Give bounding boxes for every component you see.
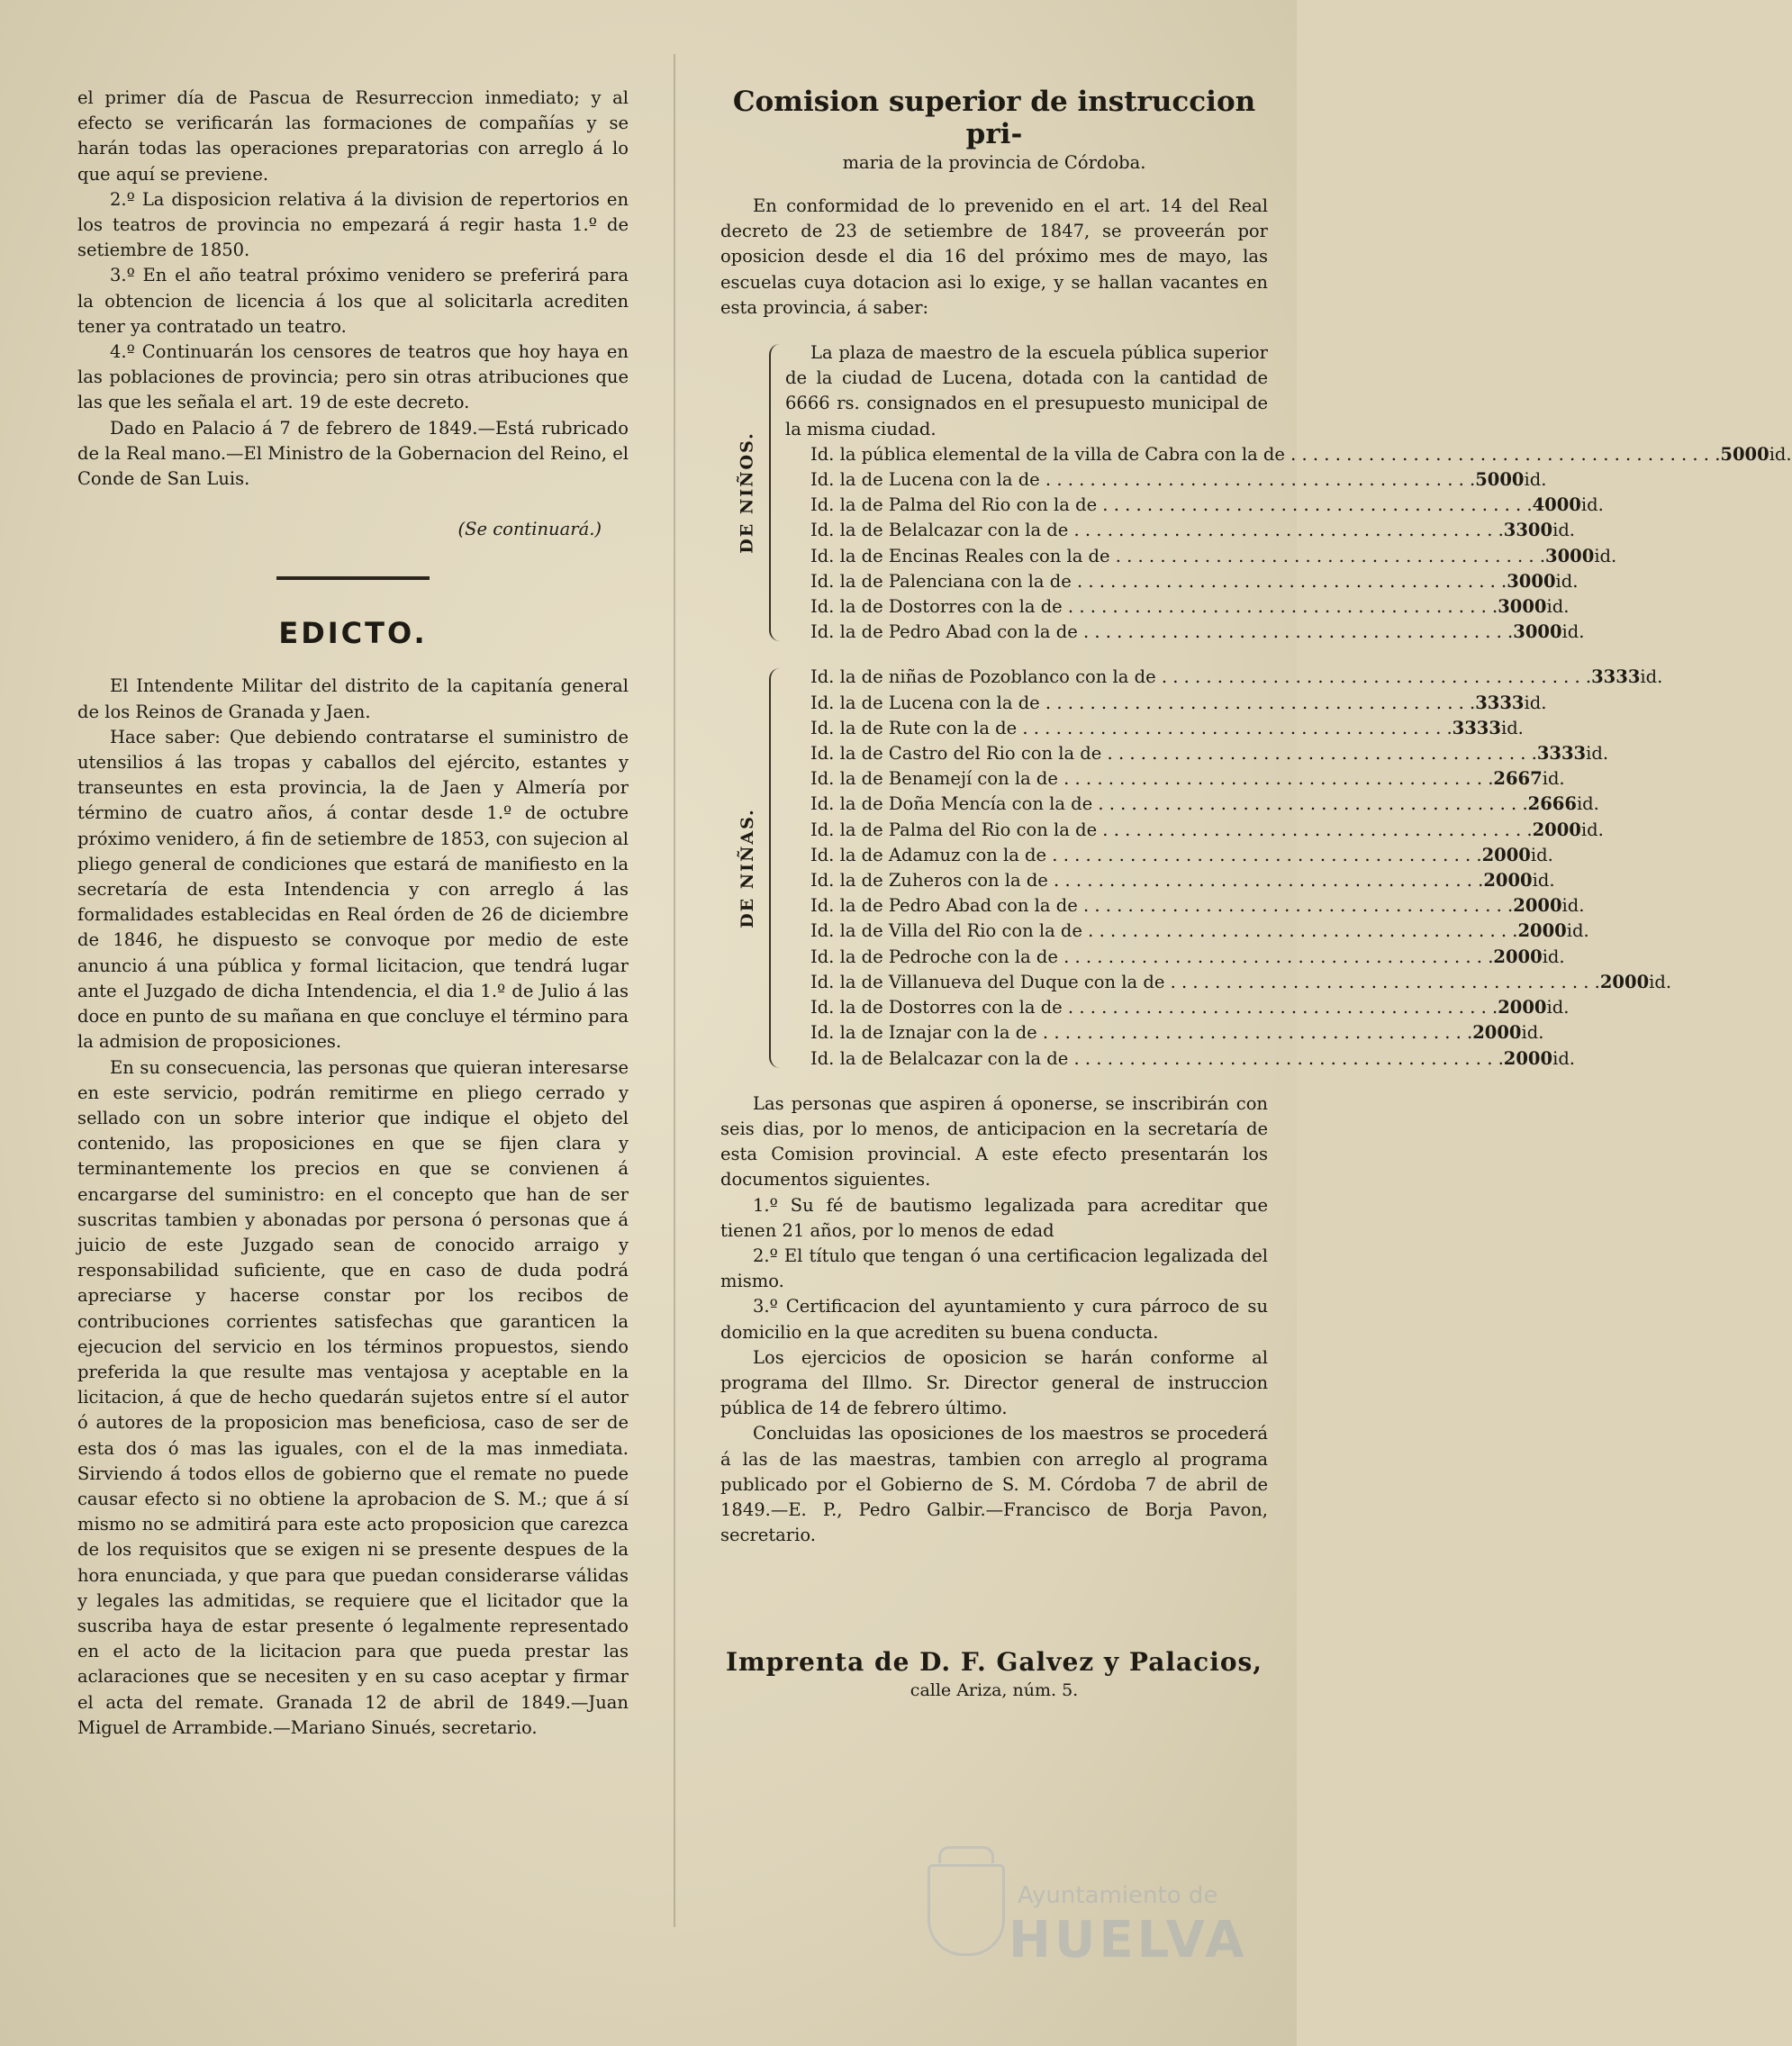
vacancy-unit: id. — [1594, 545, 1617, 566]
vacancy-amount: 3000 — [1498, 596, 1547, 618]
vacancy-row — [785, 919, 1589, 944]
vacancy-row — [785, 945, 1565, 970]
decree-article-4: 4.º Continuarán los censores de teatros que hoy haya en las poblaciones de provincia; pero sin otras atribuciones que las que les señala el art. 19 de este decreto. — [77, 341, 629, 413]
vacancy-label: Id. la de Castro del Rio con la de . . . — [810, 741, 1537, 766]
vacancy-amount: 2000 — [1599, 971, 1650, 992]
vacancy-unit: id. — [1769, 443, 1792, 465]
ninos-brace — [769, 344, 780, 641]
imprint-name: Imprenta de D. F. Galvez y Palacios, — [725, 1647, 1263, 1678]
vacancy-label: Id. la de Dostorres con la de . . . — [810, 995, 1498, 1020]
vacancy-amount: 3333 — [1452, 717, 1501, 738]
vacancy-row — [785, 970, 1672, 995]
comision-subtitle: maria de la provincia de Córdoba. — [842, 152, 1146, 173]
vacancy-unit: id. — [1542, 768, 1565, 790]
vacancy-row — [785, 792, 1599, 817]
vacancy-label: Id. la de Villa del Rio con la de . . . — [810, 919, 1517, 944]
vacancy-unit: id. — [1532, 870, 1555, 892]
edicto-title: EDICTO. — [278, 616, 428, 651]
vacancy-row — [785, 893, 1585, 919]
vacancy-label: Id. la de niñas de Pozoblanco con la de . . . — [810, 665, 1591, 690]
ninos-group — [738, 340, 1792, 645]
vacancy-row — [785, 995, 1570, 1020]
vacancy-row — [785, 569, 1579, 594]
vacancy-amount: 5000 — [1475, 469, 1525, 491]
vacancy-unit: id. — [1561, 895, 1585, 917]
edicto-heading-paragraph: El Intendente Militar del distrito de la capitanía general de los Reinos de Granada y Jaen. — [77, 675, 629, 722]
vacancy-amount: 2666 — [1527, 793, 1577, 815]
vacancy-amount: 3300 — [1503, 520, 1553, 541]
vacancy-row — [785, 868, 1555, 893]
vacancy-unit: id. — [1524, 692, 1547, 713]
requirement-1: 1.º Su fé de bautismo legalizada para acreditar que tienen 21 años, por lo menos de edad — [720, 1194, 1268, 1241]
vacancy-row — [785, 741, 1609, 766]
vacancy-label: Id. la de Belalcazar con la de . . . — [810, 1046, 1504, 1072]
vacancy-unit: id. — [1566, 920, 1589, 942]
vacancy-label: Id. la de Dostorres con la de . . . — [810, 594, 1498, 620]
shield-icon — [928, 1864, 1005, 1956]
ninas-label: DE NIÑAS. — [738, 808, 758, 928]
comision-intro: En conformidad de lo prevenido en el art. 14 del Real decreto de 23 de setiembre de 1847, se proveerán por oposicion desde el dia 16 del próximo mes de mayo, las escuelas cuya dotacion asi lo exige, y se hallan vacantes en esta provincia, á saber: — [720, 195, 1268, 318]
vacancy-amount: 2000 — [1532, 819, 1581, 840]
vacancy-row — [785, 766, 1565, 792]
vacancy-label: Id. la de Encinas Reales con la de . . . — [810, 544, 1545, 569]
requirement-2: 2.º El título que tengan ó una certificacion legalizada del mismo. — [720, 1245, 1268, 1292]
vacancy-row — [785, 716, 1524, 741]
vacancy-unit: id. — [1580, 819, 1604, 840]
vacancy-unit: id. — [1561, 621, 1585, 643]
vacancy-label: Id. la de Pedro Abad con la de . . . — [810, 893, 1513, 919]
requirement-3: 3.º Certificacion del ayuntamiento y cura párroco de su domicilio en la que acrediten su buena conducta. — [720, 1296, 1268, 1343]
vacancy-unit: id. — [1546, 596, 1570, 618]
vacancy-row — [785, 442, 1792, 467]
vacancy-amount: 2000 — [1493, 946, 1543, 967]
ninos-list — [785, 442, 1792, 646]
imprint-address: calle Ariza, núm. 5. — [910, 1680, 1079, 1701]
vacancy-label: Id. la de Palma del Rio con la de . . . — [810, 493, 1533, 518]
right-column — [720, 86, 1792, 1701]
vacancy-amount: 2000 — [1483, 870, 1533, 892]
vacancy-unit: id. — [1521, 1022, 1544, 1044]
vacancy-row — [785, 518, 1575, 543]
vacancy-amount: 3333 — [1591, 666, 1641, 688]
continuara-note: (Se continuará.) — [457, 519, 602, 540]
vacancy-label: Id. la de Lucena con la de . . . — [810, 467, 1475, 493]
vacancy-row — [785, 594, 1570, 620]
vacancy-amount: 2000 — [1503, 1047, 1553, 1069]
vacancy-amount: 2000 — [1472, 1022, 1522, 1044]
vacancy-unit: id. — [1524, 469, 1547, 491]
vacancy-label: Id. la de Doña Mencía con la de . . . — [810, 792, 1528, 817]
ninas-brace — [769, 668, 780, 1067]
exercises-paragraph: Los ejercicios de oposicion se harán conforme al programa del Illmo. Sr. Director general de instruccion pública de 14 de febrero último. — [720, 1346, 1268, 1419]
column-divider — [674, 54, 675, 1927]
final-paragraph: Concluidas las oposiciones de los maestros se procederá á las de las maestras, tambien con arreglo al programa publicado por el Gobierno de S. M. Córdoba 7 de abril de 1849.—E. P., Pedro Galbir.—Francisco de Borja Pavon, secretario. — [720, 1423, 1268, 1546]
vacancy-unit: id. — [1542, 946, 1565, 967]
vacancy-amount: 3000 — [1513, 621, 1562, 643]
vacancy-amount: 3333 — [1475, 692, 1525, 713]
vacancy-row — [785, 467, 1547, 493]
vacancy-amount: 2000 — [1481, 844, 1531, 865]
vacancy-label: Id. la de Pedroche con la de . . . — [810, 945, 1493, 970]
vacancy-amount: 2000 — [1513, 895, 1562, 917]
vacancy-amount: 2667 — [1493, 768, 1543, 790]
vacancy-amount: 3333 — [1536, 743, 1587, 765]
vacancy-amount: 3000 — [1507, 570, 1556, 592]
vacancy-label: Id. la de Zuheros con la de . . . — [810, 868, 1483, 893]
edicto-body-paragraph: Hace saber: Que debiendo contratarse el suministro de utensilios á las tropas y caballos del ejército, estantes y transeuntes en esta provincia, la de Jaen y Almería por término de cuatro años, á contar desde 1.º de octubre próximo venidero, á fin de setiembre de 1853, con sujecion al pliego general de condiciones que estará de manifiesto en la secretaría de esta Intendencia y con arreglo á las formalidades establecidas en Real órden de 26 de diciembre de 1846, he dispuesto se convoque por medio de este anuncio á una pública y formal licitacion, que tendrá lugar ante el Juzgado de dicha Intendencia, el dia 1.º de Julio á las doce en punto de su mañana en que concluye el término para la admision de proposiciones. — [77, 726, 629, 1053]
vacancy-row — [785, 843, 1553, 868]
vacancy-label: Id. la de Pedro Abad con la de . . . — [810, 620, 1513, 645]
vacancy-unit: id. — [1576, 793, 1599, 815]
vacancy-unit: id. — [1555, 570, 1579, 592]
vacancy-row — [785, 620, 1585, 645]
watermark-line2: HUELVA — [1009, 1911, 1248, 1969]
vacancy-unit: id. — [1552, 1047, 1575, 1069]
vacancy-label: Id. la de Villanueva del Duque con la de . . . — [810, 970, 1600, 995]
vacancy-amount: 2000 — [1517, 920, 1567, 942]
ninas-label-wrap — [731, 665, 764, 1071]
huelva-watermark — [919, 1864, 1248, 2026]
vacancy-row — [785, 1020, 1544, 1046]
vacancy-amount: 4000 — [1532, 494, 1581, 516]
vacancy-row — [785, 1046, 1575, 1072]
vacancy-label: Id. la de Benamejí con la de . . . — [810, 766, 1493, 792]
vacancy-label: Id. la de Iznajar con la de . . . — [810, 1020, 1472, 1046]
section-separator — [276, 576, 430, 580]
comision-title: Comision superior de instruccion pri- — [732, 86, 1256, 150]
vacancy-row — [785, 665, 1663, 690]
decree-article-2: 2.º La disposicion relativa á la division de repertorios en los teatros de provincia no empezará á regir hasta 1.º de setiembre de 1850. — [77, 188, 629, 261]
vacancy-unit: id. — [1530, 844, 1553, 865]
vacancy-amount: 5000 — [1720, 443, 1769, 465]
edicto-conditions-paragraph: En su consecuencia, las personas que quieran interesarse en este servicio, podrán remitirme en pliego cerrado y sellado con un sobre interior que indique el objeto del contenido, las proposiciones en que se fijen clara y terminantemente los precios en que se convienen á encargarse del suministro: en el concepto que han de ser suscritas tambien y abonadas por persona ó personas que á juicio de este Juzgado sean de conocido arraigo y responsabilidad suficiente, que en caso de duda podrá apreciarse y hacerse constar por los recibos de contribuciones corrientes satisfechas que garanticen la ejecucion del servicio en los términos propuestos, siendo preferida la que resulte mas ventajosa y aceptable en la licitacion, á que de hecho quedarán sujetos entre sí el autor ó autores de la proposicion mas beneficiosa, caso de ser de esta dos ó mas las iguales, con el de la mas inmediata. Sirviendo á todos ellos de gobierno que el remate no puede causar efecto si no obtiene la aprobacion de S. M.; que á sí mismo no se admitirá para este acto proposicion que carezca de los requisitos que se exigen ni se presente despues de la hora enunciada, y que para que puedan considerarse válidas y legales las admitidas, se requiere que el licitador que la suscriba haya de estar presente ó legalmente representado en el acto de la licitacion para que pueda prestar las aclaraciones que se necesiten y en su caso aceptar y firmar el acta del remate. Granada 12 de abril de 1849.—Juan Miguel de Arrambide.—Mariano Sinués, secretario. — [77, 1056, 629, 1738]
vacancy-unit: id. — [1586, 743, 1609, 765]
vacancy-label: Id. la de Belalcazar con la de . . . — [810, 518, 1504, 543]
watermark-line1: Ayuntamiento de — [1018, 1882, 1218, 1909]
vacancy-label: Id. la pública elemental de la villa de Cabra con la de . . . — [810, 442, 1720, 467]
vacancy-label: Id. la de Palenciana con la de . . . — [810, 569, 1507, 594]
imprint — [720, 1647, 1268, 1700]
ninos-label: DE NIÑOS. — [738, 431, 757, 554]
ninos-label-wrap — [731, 340, 764, 645]
crown-icon — [938, 1846, 994, 1863]
decree-article-3: 3.º En el año teatral próximo venidero se preferirá para la obtencion de licencia á los que al solicitarla acrediten tener ya contratado un teatro. — [77, 265, 629, 337]
vacancy-row — [785, 818, 1604, 843]
vacancy-amount: 3000 — [1545, 545, 1595, 566]
vacancy-label: Id. la de Rute con la de . . . — [810, 716, 1453, 741]
ninas-list — [785, 665, 1672, 1071]
vacancy-label: Id. la de Lucena con la de . . . — [810, 691, 1475, 716]
vacancy-row — [785, 544, 1617, 569]
ninas-group — [738, 665, 1672, 1071]
vacancy-row — [785, 691, 1547, 716]
vacancy-unit: id. — [1640, 666, 1663, 688]
vacancy-unit: id. — [1552, 520, 1575, 541]
vacancy-amount: 2000 — [1498, 997, 1547, 1018]
closing-paragraph: Las personas que aspiren á oponerse, se inscribirán con seis dias, por lo menos, de anticipacion en la secretaría de esta Comision provincial. A este efecto presentarán los documentos siguientes. — [720, 1092, 1268, 1190]
vacancy-unit: id. — [1649, 971, 1672, 992]
ninos-first-vacancy: La plaza de maestro de la escuela pública superior de la ciudad de Lucena, dotada con la cantidad de 6666 rs. consignados en el presupuesto municipal de la misma ciudad. — [785, 342, 1268, 439]
vacancy-unit: id. — [1580, 494, 1604, 516]
decree-paragraph: el primer día de Pascua de Resurreccion inmediato; y al efecto se verificarán las formaciones de compañías y se harán todas las operaciones preparatorias con arreglo á lo que aquí se previene. — [77, 87, 629, 185]
vacancy-unit: id. — [1546, 997, 1570, 1018]
vacancy-label: Id. la de Adamuz con la de . . . — [810, 843, 1482, 868]
decree-signature: Dado en Palacio á 7 de febrero de 1849.—Está rubricado de la Real mano.—El Ministro de la Gobernacion del Reino, el Conde de San Luis. — [77, 417, 629, 490]
vacancy-unit: id. — [1500, 717, 1524, 738]
vacancy-row — [785, 493, 1604, 518]
vacancy-label: Id. la de Palma del Rio con la de . . . — [810, 818, 1533, 843]
left-column — [77, 86, 629, 1741]
